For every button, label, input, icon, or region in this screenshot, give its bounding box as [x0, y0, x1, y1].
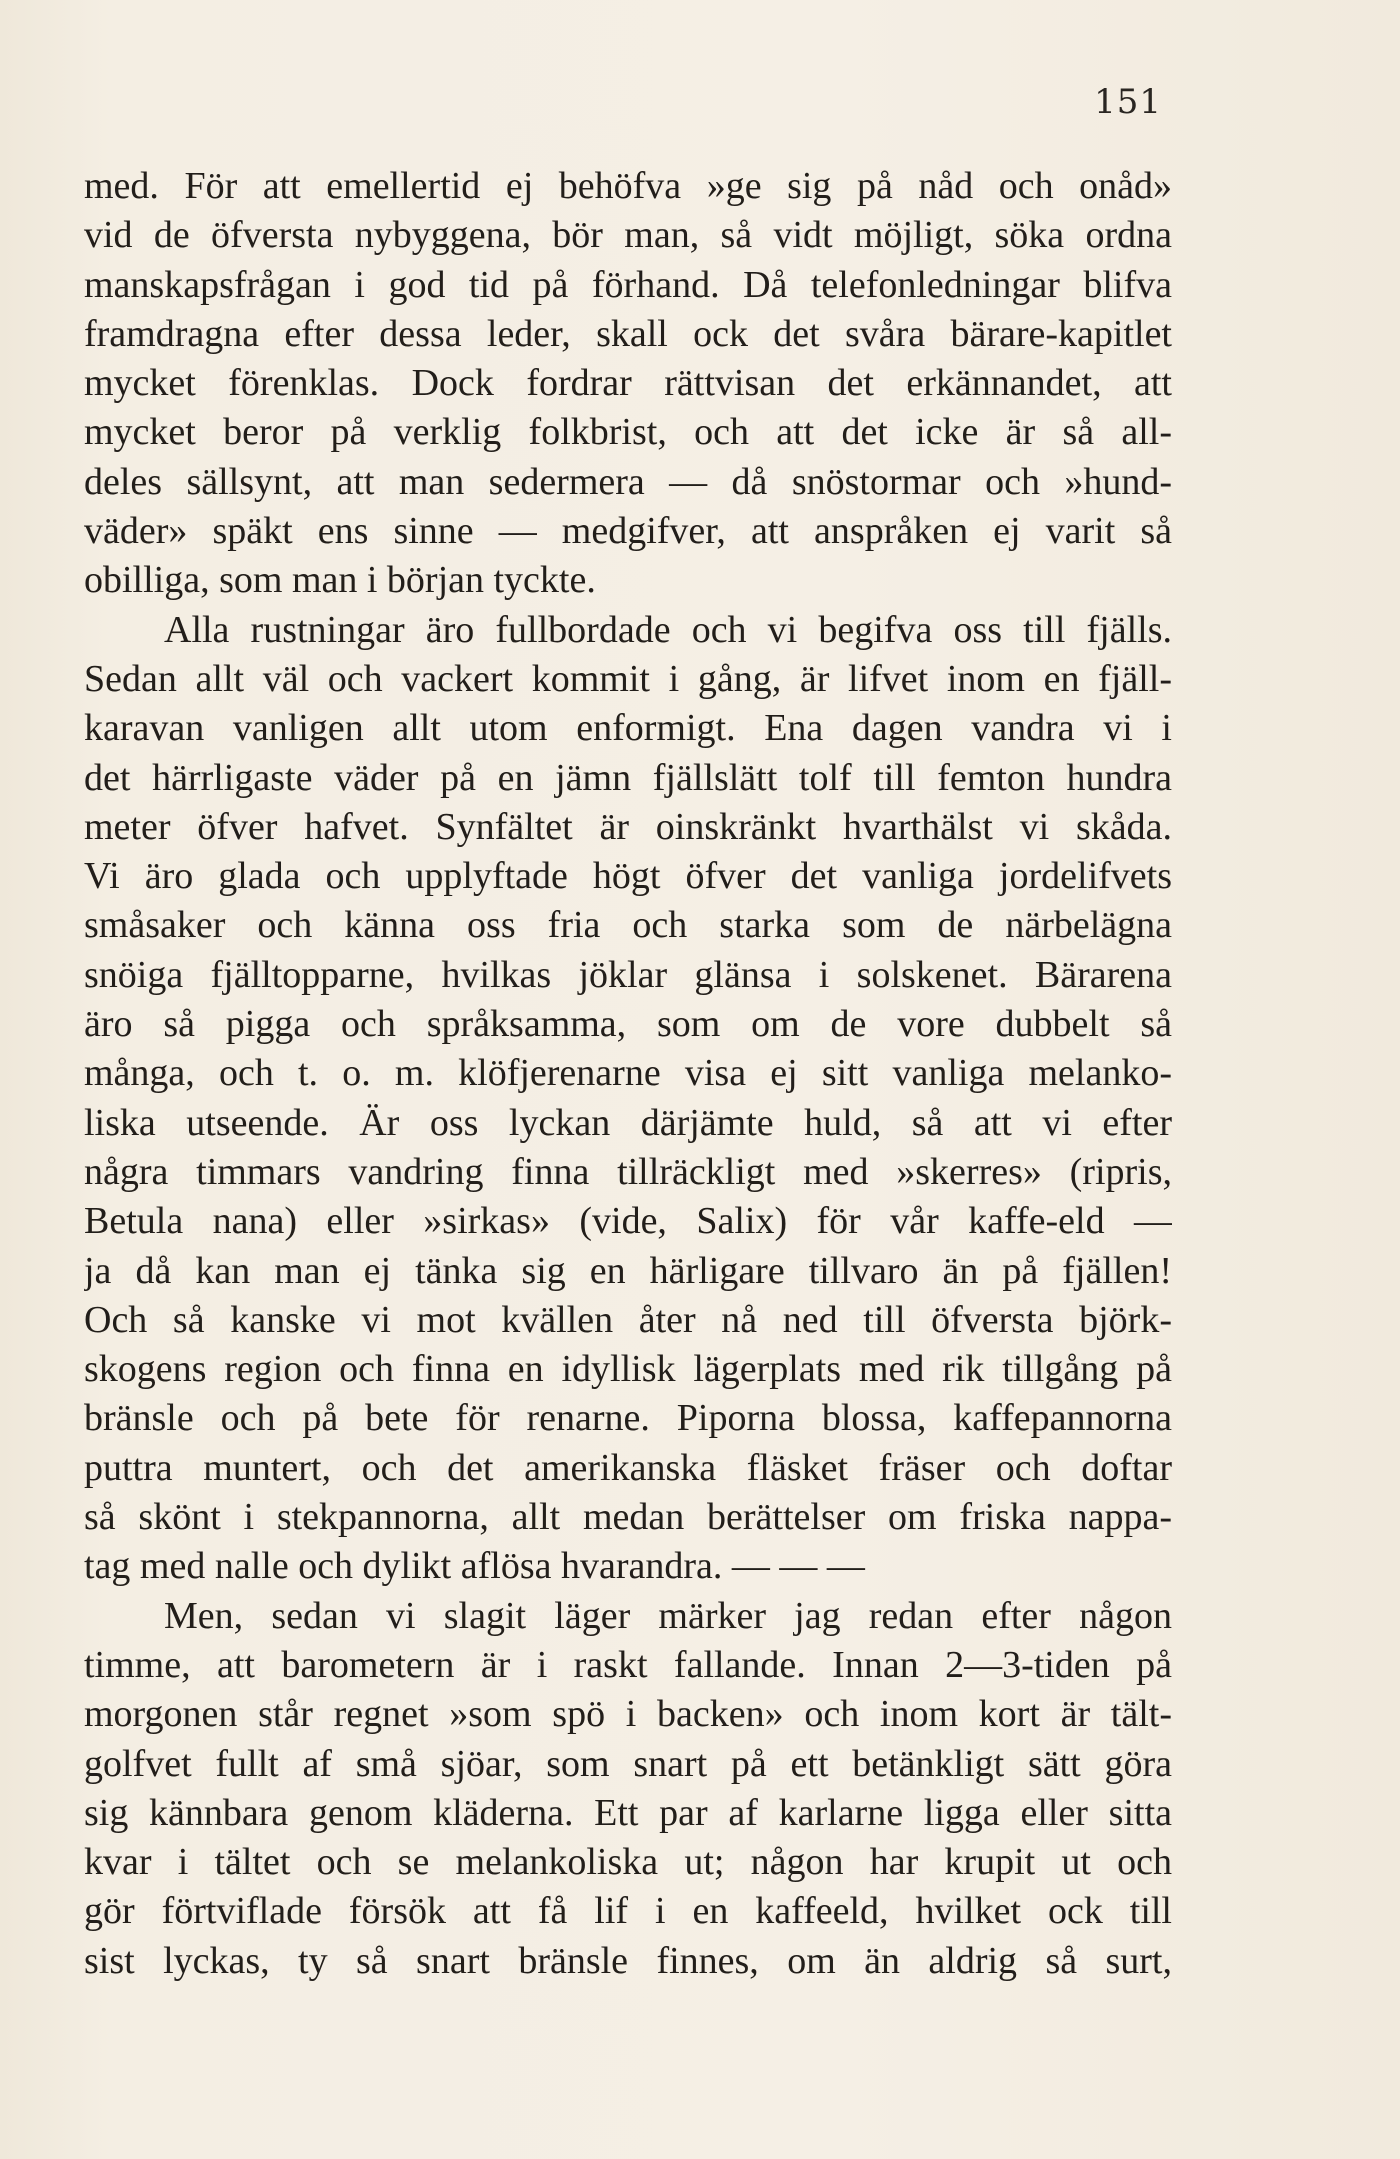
- text-line: deles sällsynt, att man sedermera — då snöstormar och »hund-: [84, 460, 1172, 503]
- text-line: golfvet fullt af små sjöar, som snart på ett betänkligt sätt göra: [84, 1742, 1172, 1785]
- text-line: manskapsfrågan i god tid på förhand. Då telefonledningar blifva: [84, 263, 1172, 306]
- text-line: timme, att barometern är i raskt fallande. Innan 2—3-tiden på: [84, 1643, 1172, 1686]
- text-line: kvar i tältet och se melankoliska ut; någon har krupit ut och: [84, 1841, 1172, 1884]
- text-line: det härrligaste väder på en jämn fjällslätt tolf till femton hundra: [84, 756, 1172, 799]
- text-line: puttra muntert, och det amerikanska fläsket fräser och doftar: [84, 1446, 1172, 1489]
- text-line: mycket beror på verklig folkbrist, och att det icke är så all-: [84, 411, 1172, 454]
- text-line: småsaker och känna oss fria och starka som de närbelägna: [84, 904, 1172, 947]
- text-line: vid de öfversta nybyggena, bör man, så vidt möjligt, söka ordna: [84, 214, 1172, 257]
- text-line: några timmars vandring finna tillräckligt med »skerres» (ripris,: [84, 1150, 1172, 1193]
- text-line: Sedan allt väl och vackert kommit i gång, är lifvet inom en fjäll-: [84, 657, 1172, 700]
- text-line: ja då kan man ej tänka sig en härligare tillvaro än på fjällen!: [84, 1249, 1172, 1292]
- text-line: sist lyckas, ty så snart bränsle finnes, om än aldrig så surt,: [84, 1939, 1172, 1982]
- text-line: väder» späkt ens sinne — medgifver, att anspråken ej varit så: [84, 510, 1172, 553]
- text-line: karavan vanligen allt utom enformigt. Ena dagen vandra vi i: [84, 707, 1172, 750]
- text-line: meter öfver hafvet. Synfältet är oinskränkt hvarthälst vi skåda.: [84, 805, 1172, 848]
- text-line: så skönt i stekpannorna, allt medan berättelser om friska nappa-: [84, 1496, 1172, 1539]
- text-line: äro så pigga och språksamma, som om de vore dubbelt så: [84, 1003, 1172, 1046]
- body-text: [84, 162, 1172, 1986]
- text-line: Vi äro glada och upplyftade högt öfver det vanliga jordelifvets: [84, 855, 1172, 898]
- text-line: många, och t. o. m. klöfjerenarne visa ej sitt vanliga melanko-: [84, 1052, 1172, 1095]
- text-line: Och så kanske vi mot kvällen åter nå ned till öfversta björk-: [84, 1298, 1172, 1341]
- text-line: Men, sedan vi slagit läger märker jag redan efter någon: [164, 1594, 1172, 1637]
- page-number: 151: [1094, 82, 1162, 122]
- text-line: gör förtviflade försök att få lif i en kaffeeld, hvilket ock till: [84, 1890, 1172, 1933]
- text-line: mycket förenklas. Dock fordrar rättvisan det erkännandet, att: [84, 362, 1172, 405]
- text-line: tag med nalle och dylikt aflösa hvarandra. — — —: [84, 1545, 865, 1588]
- text-line: liska utseende. Är oss lyckan därjämte huld, så att vi efter: [84, 1101, 1172, 1144]
- text-line: obilliga, som man i början tyckte.: [84, 559, 596, 602]
- text-line: Betula nana) eller »sirkas» (vide, Salix) för vår kaffe-eld —: [84, 1200, 1172, 1243]
- text-line: med. För att emellertid ej behöfva »ge sig på nåd och onåd»: [84, 165, 1172, 207]
- text-line: Alla rustningar äro fullbordade och vi begifva oss till fjälls.: [164, 608, 1172, 651]
- text-line: skogens region och finna en idyllisk lägerplats med rik tillgång på: [84, 1348, 1172, 1391]
- text-line: morgonen står regnet »som spö i backen» och inom kort är tält-: [84, 1693, 1172, 1736]
- text-line: snöiga fjälltopparne, hvilkas jöklar glänsa i solskenet. Bärarena: [84, 953, 1172, 996]
- text-line: framdragna efter dessa leder, skall ock det svåra bärare-kapitlet: [84, 312, 1172, 355]
- text-line: bränsle och på bete för renarne. Piporna blossa, kaffepannorna: [84, 1397, 1172, 1440]
- text-line: sig kännbara genom kläderna. Ett par af karlarne ligga eller sitta: [84, 1791, 1172, 1834]
